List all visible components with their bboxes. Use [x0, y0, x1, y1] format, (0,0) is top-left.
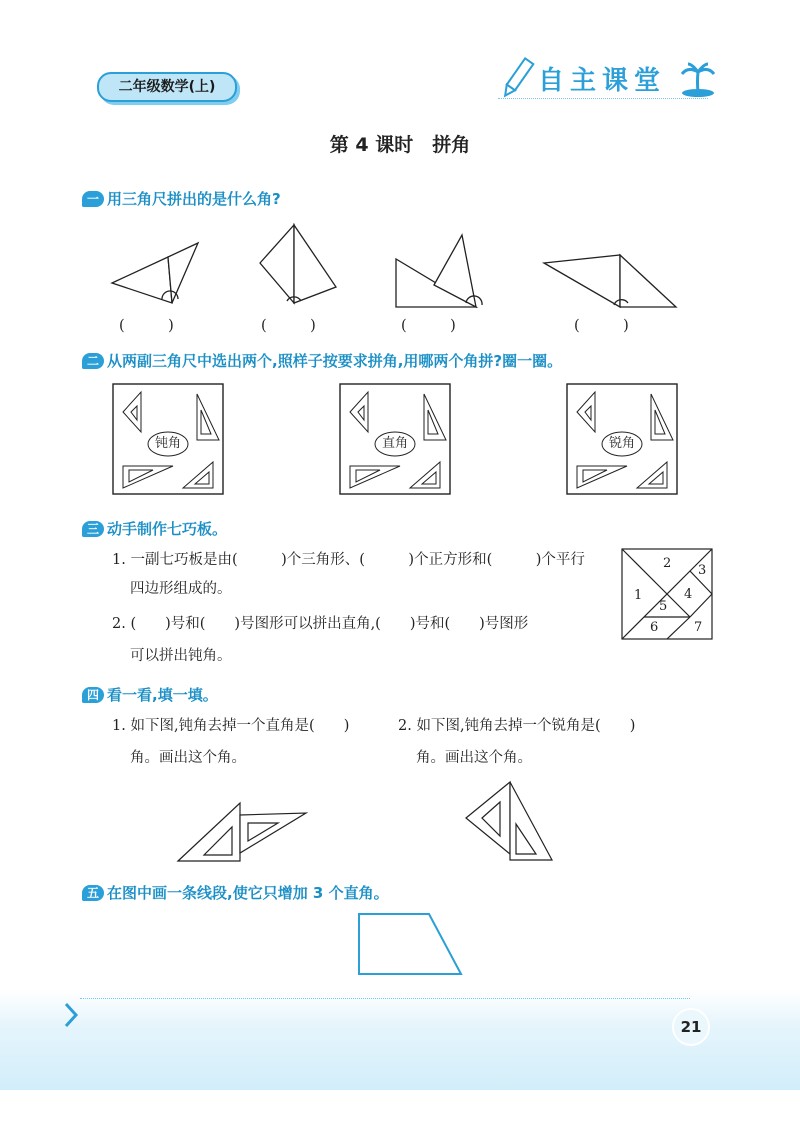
- pencil-icon: [498, 54, 538, 104]
- s3-q1-line1: 1. 一副七巧板是由( )个三角形、( )个正方形和( )个平行: [112, 552, 585, 568]
- section-number: 三: [82, 521, 104, 537]
- section-number: 五: [82, 885, 104, 901]
- brand-title: 自主课堂: [538, 66, 667, 96]
- section-5-text: 在图中画一条线段,使它只增加 3 个直角。: [107, 884, 389, 902]
- blank-3[interactable]: ( ): [401, 318, 456, 334]
- page-number: 21: [672, 1008, 710, 1046]
- box-label-acute: 锐角: [608, 436, 635, 451]
- palm-tree-icon: [678, 60, 718, 98]
- section-2-heading: [82, 350, 562, 371]
- set-square-figures: [100, 215, 700, 315]
- grade-badge: 二年级数学(上): [97, 72, 237, 102]
- section-4-heading: [82, 684, 218, 705]
- tangram-label-7: 7: [694, 620, 703, 635]
- brand-header: [498, 54, 718, 104]
- section-4-text: 看一看,填一填。: [107, 686, 218, 704]
- footer-divider: [80, 998, 690, 999]
- s3-q2-line1: 2. ( )号和( )号图形可以拼出直角,( )号和( )号图形: [112, 616, 529, 632]
- blank-1[interactable]: ( ): [119, 318, 174, 334]
- s4-q1-line2: 角。画出这个角。: [130, 750, 246, 766]
- section-number: 四: [82, 687, 104, 703]
- section-1-heading: [82, 188, 281, 209]
- s3-q1-line2: 四边形组成的。: [130, 581, 232, 597]
- section-3-heading: [82, 518, 227, 539]
- box-label-right: 直角: [381, 436, 408, 451]
- tangram-label-1: 1: [634, 588, 643, 603]
- tangram-label-4: 4: [684, 587, 693, 602]
- tangram-label-6: 6: [650, 620, 659, 635]
- s4-q1-line1: 1. 如下图,钝角去掉一个直角是( ): [112, 718, 350, 734]
- blank-2[interactable]: ( ): [261, 318, 316, 334]
- blank-4[interactable]: ( ): [574, 318, 629, 334]
- section-3-text: 动手制作七巧板。: [107, 520, 228, 538]
- chevron-right-icon: [62, 1000, 82, 1030]
- trapezoid-figure[interactable]: [355, 910, 470, 980]
- section-number: 二: [82, 353, 104, 369]
- obtuse-angle-set-squares: [170, 795, 330, 865]
- brand-underline: [498, 98, 708, 99]
- s4-q2-line1: 2. 如下图,钝角去掉一个锐角是( ): [398, 718, 636, 734]
- acute-angle-set-squares: [460, 778, 560, 868]
- section-5-heading: [82, 882, 389, 903]
- tangram-label-2: 2: [663, 556, 672, 571]
- page-title: 第 4 课时 拼角: [329, 134, 471, 156]
- tangram-label-3: 3: [698, 563, 707, 578]
- section-number: 一: [82, 191, 104, 207]
- section-2-text: 从两副三角尺中选出两个,照样子按要求拼角,用哪两个角拼?圈一圈。: [107, 352, 563, 370]
- s3-q2-line2: 可以拼出钝角。: [130, 648, 232, 664]
- box-label-obtuse: 钝角: [154, 436, 181, 451]
- section-1-text: 用三角尺拼出的是什么角?: [107, 190, 281, 208]
- tangram-label-5: 5: [659, 599, 668, 614]
- s4-q2-line2: 角。画出这个角。: [416, 750, 532, 766]
